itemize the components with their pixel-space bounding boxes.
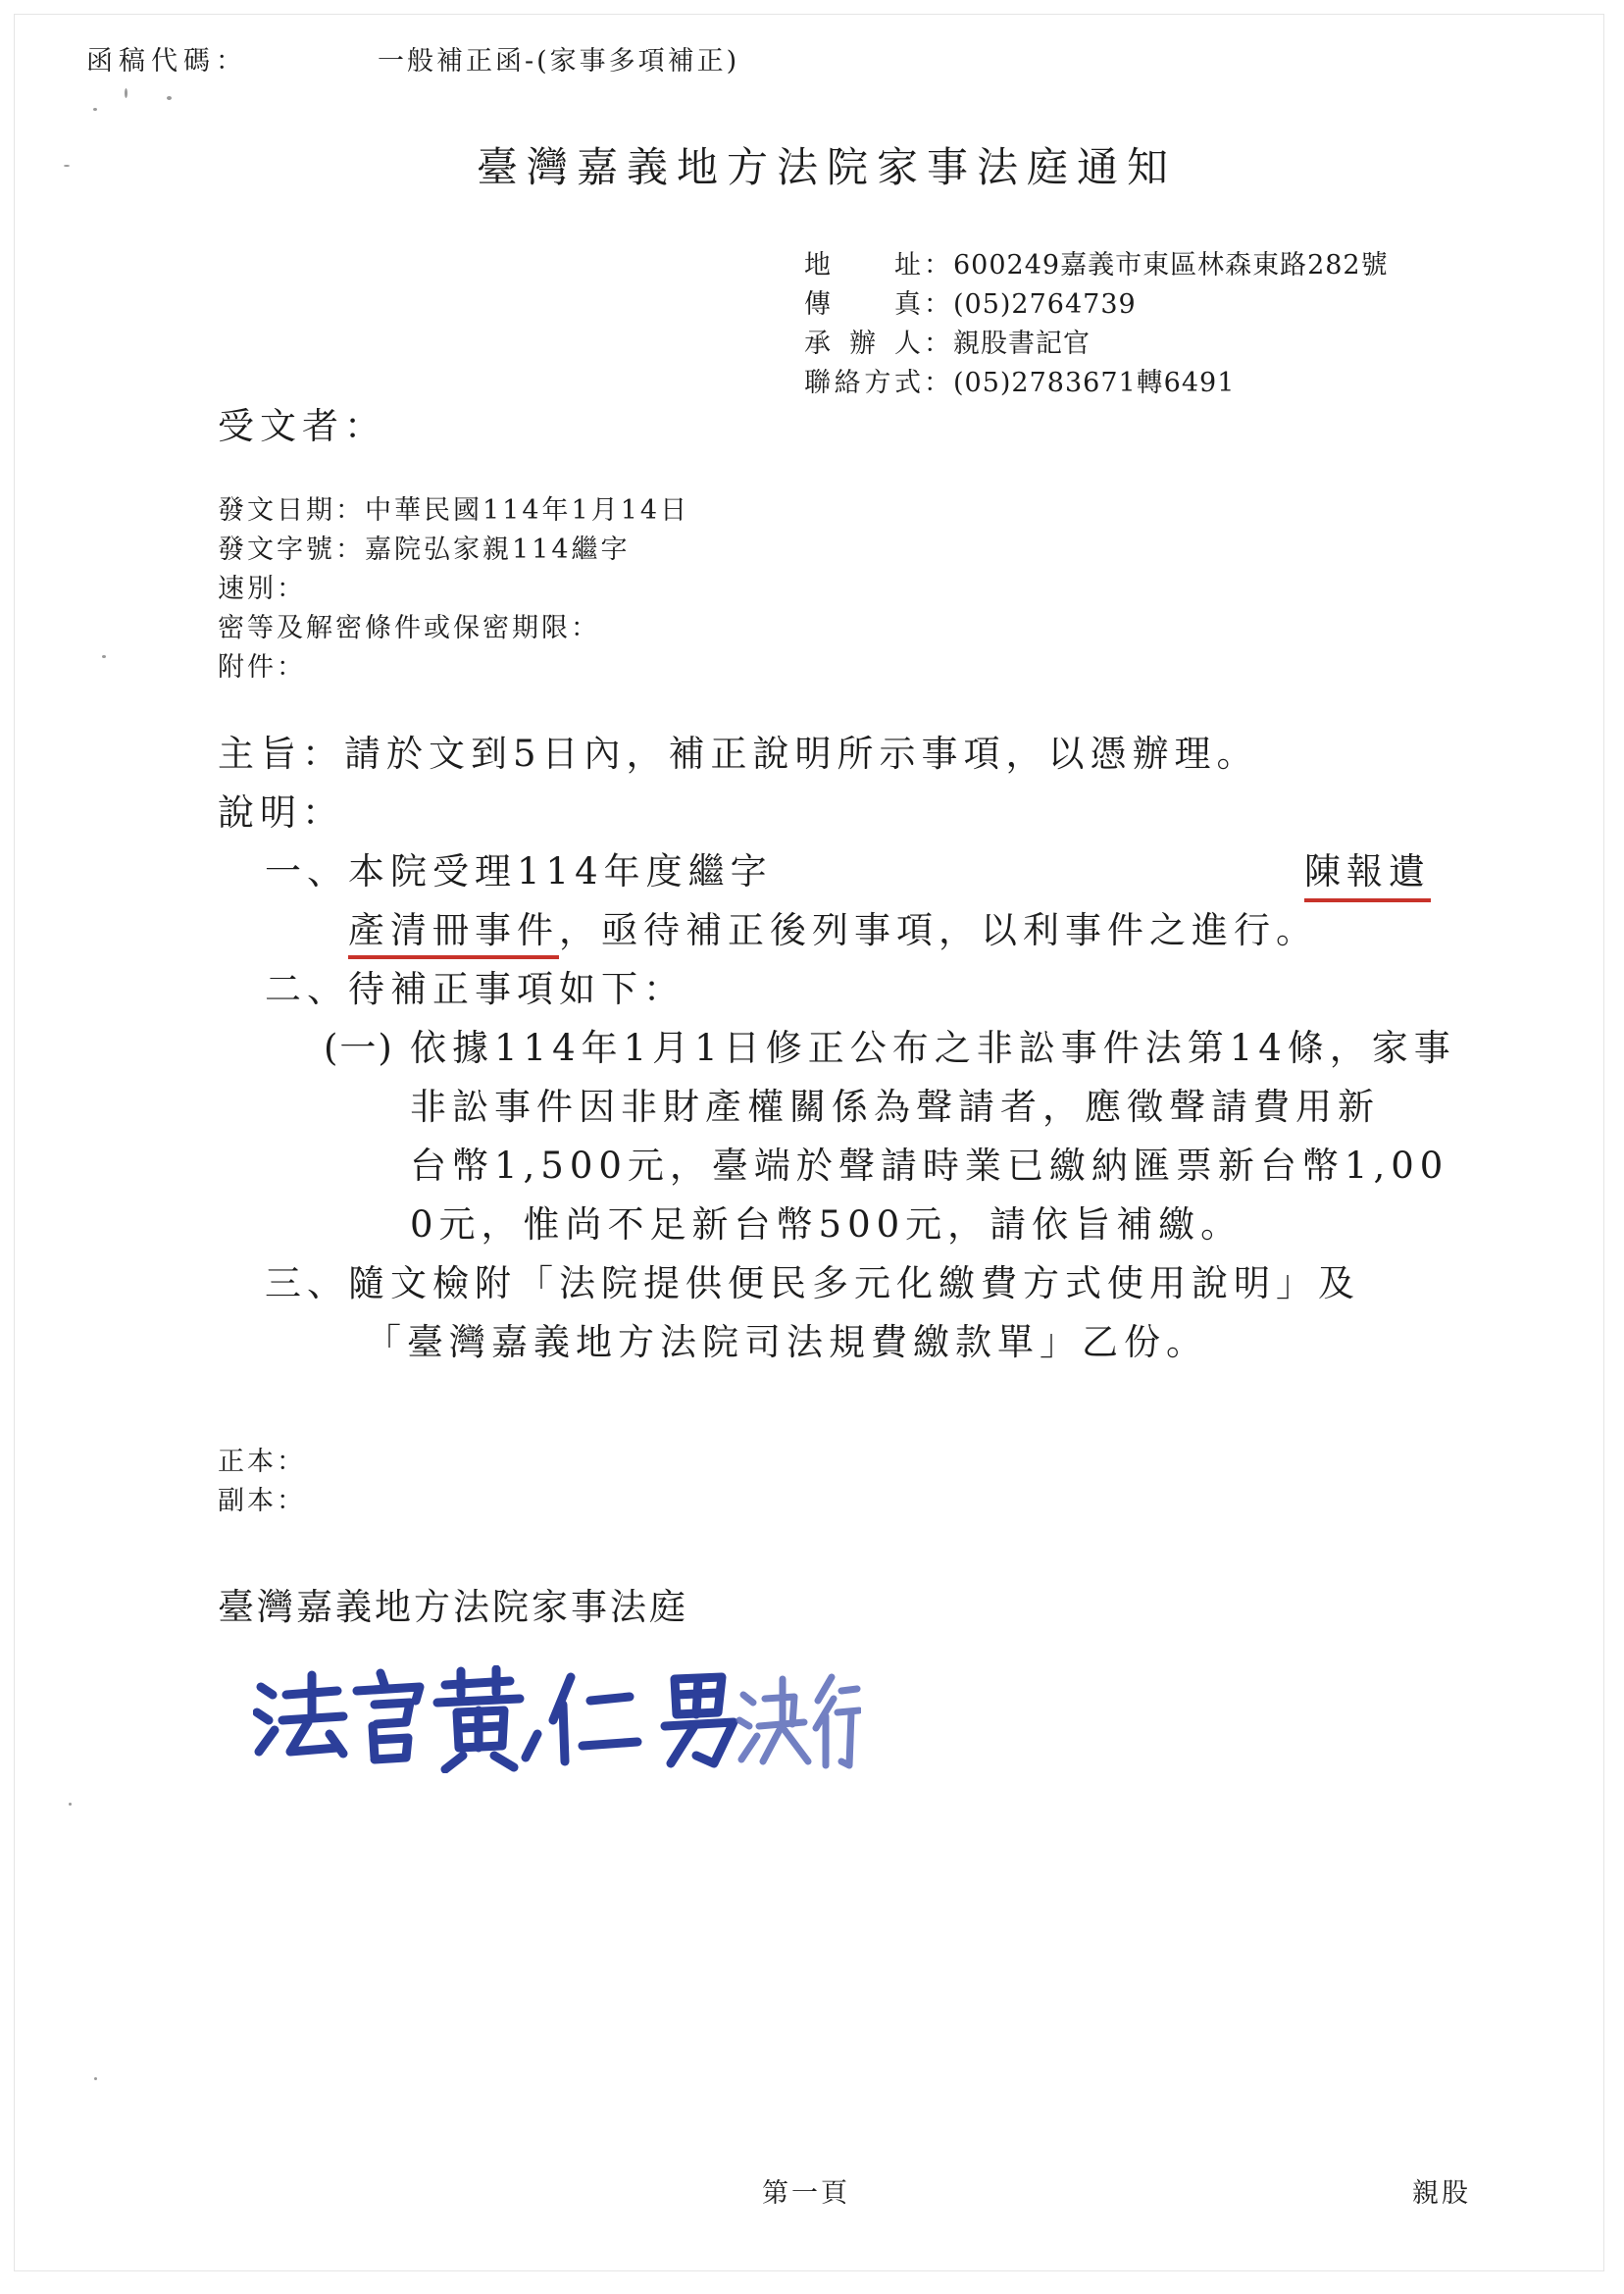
contact-value: 親股書記官 <box>953 329 1091 359</box>
meta-label: 附件 <box>218 652 277 683</box>
original-copy-label: 正本： <box>218 1447 306 1477</box>
meta-row: 發文日期：中華民國114年1月14日 <box>218 495 690 526</box>
contact-label: 地址 <box>804 250 924 280</box>
contact-label: 承辦人 <box>804 329 924 359</box>
contact-row: 地址：600249嘉義市東區林森東路282號 <box>804 243 1389 281</box>
explanation-label: 說明： <box>218 791 344 834</box>
template-code-label: 函稿代碼： <box>86 46 248 76</box>
contact-value: 600249嘉義市東區林森東路282號 <box>953 250 1389 280</box>
meta-label: 密等及解密條件或保密期限 <box>218 613 571 643</box>
scan-speck <box>125 88 127 98</box>
subitem-line: 台幣1,500元，臺端於聲請時業已繳納匯票新台幣1,00 <box>410 1145 1449 1187</box>
scan-speck <box>94 2077 97 2080</box>
scan-speck <box>69 1803 72 1806</box>
division-label: 親股 <box>1412 2178 1471 2209</box>
item1-case-type-highlight: 產清冊事件 <box>348 909 559 959</box>
subject-label: 主旨： <box>218 733 344 775</box>
subitem-line: 0元，惟尚不足新台幣500元，請依旨補繳。 <box>410 1203 1243 1246</box>
item1-number: 一、 <box>265 850 349 892</box>
contact-label: 傳真 <box>804 289 924 320</box>
template-code-value: 一般補正函-(家事多項補正) <box>378 46 740 76</box>
duplicate-copy-label: 副本： <box>218 1486 306 1516</box>
item3-line: 隨文檢附「法院提供便民多元化繳費方式使用說明」及 <box>348 1262 1360 1304</box>
item3-line: 「臺灣嘉義地方法院司法規費繳款單」乙份。 <box>365 1321 1208 1363</box>
issuing-court: 臺灣嘉義地方法院家事法庭 <box>218 1586 688 1628</box>
meta-label: 發文日期 <box>218 495 335 526</box>
item2-number: 二、 <box>265 968 349 1010</box>
meta-value: 嘉院弘家親114繼字 <box>365 535 631 565</box>
meta-row: 附件： <box>218 652 306 683</box>
document-title: 臺灣嘉義地方法院家事法庭通知 <box>477 143 1178 191</box>
scan-speck <box>93 108 97 111</box>
scan-speck <box>167 96 172 100</box>
subitem-line: 依據114年1月1日修正公布之非訟事件法第14條，家事 <box>410 1027 1456 1069</box>
meta-value: 中華民國114年1月14日 <box>365 495 690 526</box>
scan-speck <box>64 165 70 167</box>
subitem-line: 非訟事件因非財產權關係為聲請者，應徵聲請費用新 <box>410 1086 1380 1128</box>
scan-speck <box>102 655 106 658</box>
meta-label: 發文字號 <box>218 535 335 565</box>
item1-line2 <box>348 900 1318 953</box>
item1-case-name-highlight: 陳報遺 <box>1304 841 1431 902</box>
meta-label: 速別 <box>218 574 277 604</box>
item1-line2-rest: ，亟待補正後列事項，以利事件之進行。 <box>559 909 1318 951</box>
subject-line <box>218 724 1259 777</box>
page-number: 第一頁 <box>762 2178 850 2209</box>
contact-value: (05)2783671轉6491 <box>953 368 1236 398</box>
item3-number: 三、 <box>265 1262 349 1304</box>
judge-signature-stamp <box>253 1665 861 1773</box>
contact-row: 聯絡方式：(05)2783671轉6491 <box>804 361 1235 399</box>
item2-text: 待補正事項如下： <box>348 968 685 1010</box>
meta-row: 發文字號：嘉院弘家親114繼字 <box>218 535 631 565</box>
contact-row: 傳真：(05)2764739 <box>804 282 1137 321</box>
subitem-number: (一) <box>324 1027 394 1069</box>
recipient-label: 受文者： <box>218 405 386 447</box>
contact-row: 承辦人：親股書記官 <box>804 322 1091 360</box>
contact-value: (05)2764739 <box>953 289 1137 320</box>
meta-row: 速別： <box>218 574 306 604</box>
meta-row: 密等及解密條件或保密期限： <box>218 613 600 643</box>
subject-text: 請於文到5日內，補正說明所示事項，以憑辦理。 <box>344 733 1259 775</box>
contact-label: 聯絡方式 <box>804 368 924 398</box>
item1-line1: 本院受理114年度繼字 <box>348 850 773 892</box>
